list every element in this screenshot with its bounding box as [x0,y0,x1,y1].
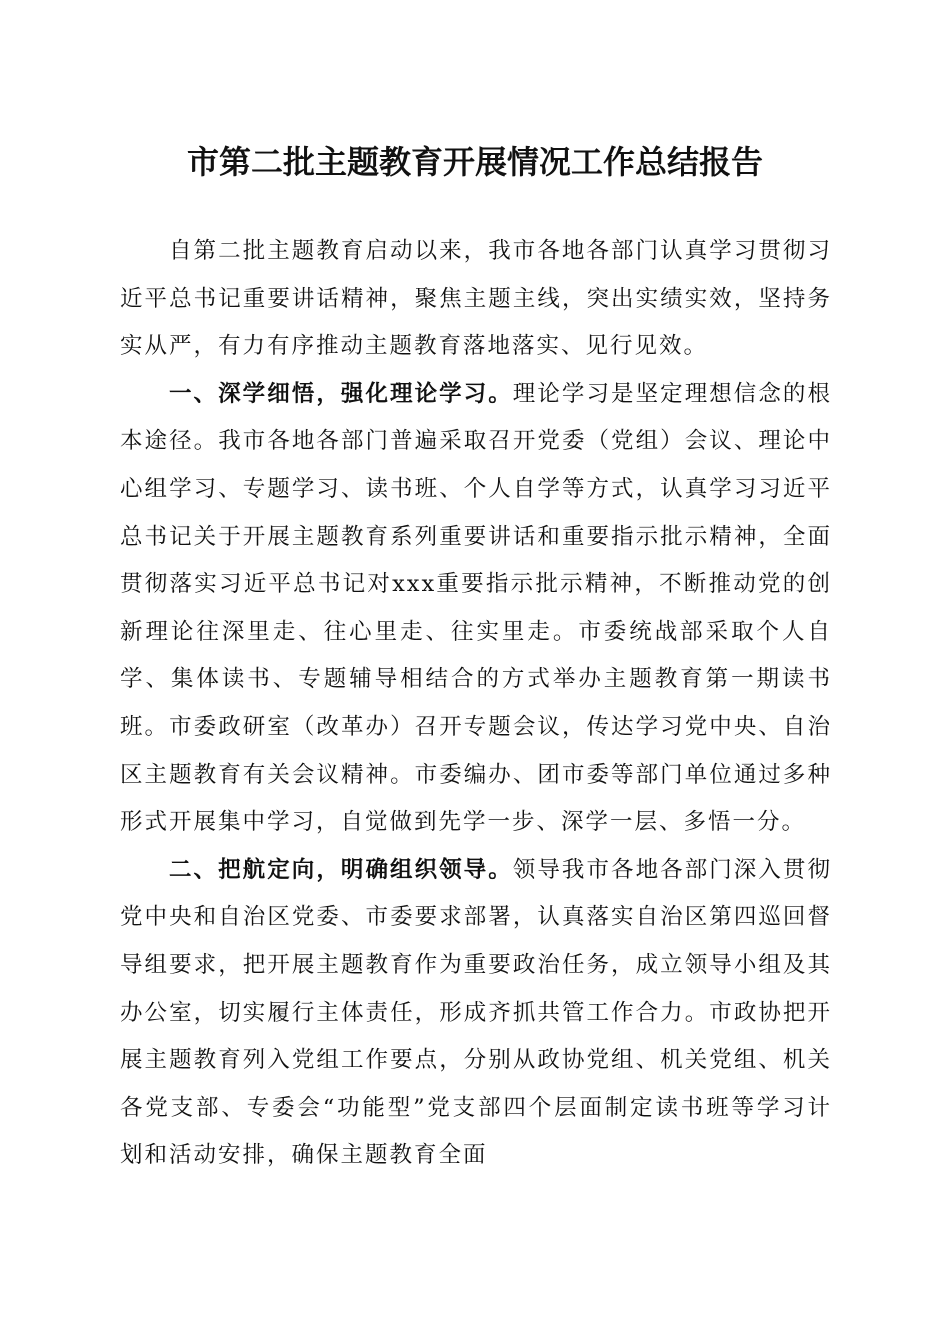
intro-paragraph [120,228,832,371]
document-title: 市第二批主题教育开展情况工作总结报告 [186,143,763,181]
section-one-heading: 一、深学细悟，强化理论学习。 [169,380,513,407]
intro-paragraph-text: 自第二批主题教育启动以来，我市各地各部门认真学习贯彻习近平总书记重要讲话精神，聚焦主题主线，突出实绩实效，坚持务实从严，有力有序推动主题教育落地落实、见行见效。 [120,238,832,360]
section-two-text: 领导我市各地各部门深入贯彻党中央和自治区党委、市委要求部署，认真落实自治区第四巡回督导组要求，把开展主题教育作为重要政治任务，成立领导小组及其办公室，切实履行主体责任，形成齐抓共管工作合力。市政协把开展主题教育列入党组工作要点，分别从政协党组、机关党组、机关各党支部、专委会“功能型”党支部四个层面制定读书班等学习计划和活动安排，确保主题教育全面 [120,856,832,1169]
section-one-text: 理论学习是坚定理想信念的根本途径。我市各地各部门普遍采取召开党委（党组）会议、理论中心组学习、专题学习、读书班、个人自学等方式，认真学习习近平总书记关于开展主题教育系列重要讲话和重要指示批示精神，全面贯彻落实习近平总书记对xxx重要指示批示精神，不断推动党的创新理论往深里走、往心里走、往实里走。市委统战部采取个人自学、集体读书、专题辅导相结合的方式举办主题教育第一期读书班。市委政研室（改革办）召开专题会议，传达学习党中央、自治区主题教育有关会议精神。市委编办、团市委等部门单位通过多种形式开展集中学习，自觉做到先学一步、深学一层、多悟一分。 [120,380,832,836]
section-two-heading: 二、把航定向，明确组织领导。 [169,856,513,883]
section-two-paragraph [120,847,832,1180]
section-one-paragraph [120,371,832,847]
document-body [120,228,832,1180]
